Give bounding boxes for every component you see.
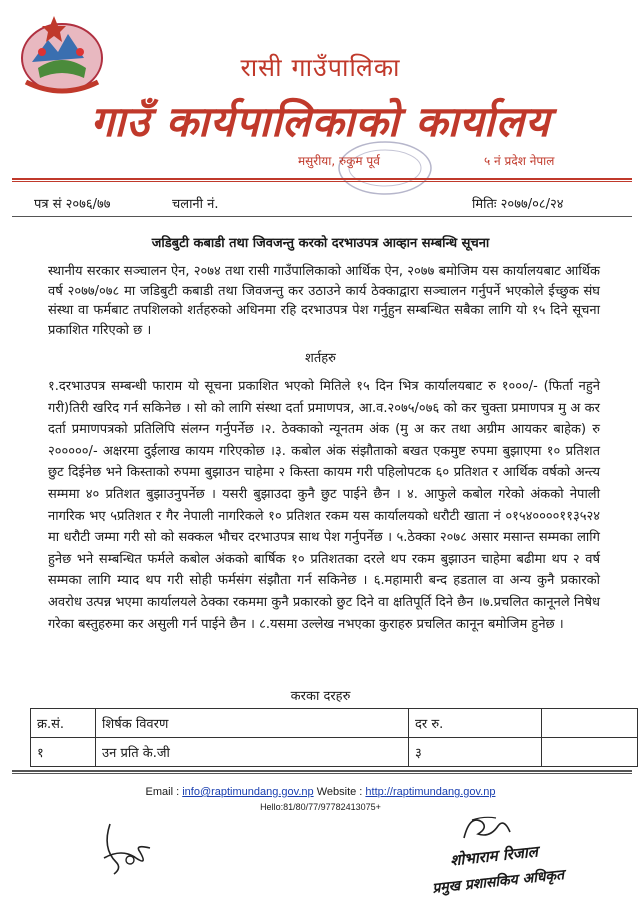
conditions-heading: शर्तहरु (305, 351, 336, 366)
cell-extra (542, 738, 638, 767)
tax-rate-table (30, 708, 638, 767)
table-header-row (31, 709, 638, 738)
dispatch-number: चलानी नं. (172, 197, 219, 212)
conditions-paragraph: १.दरभाउपत्र सम्बन्धी फाराम यो सूचना प्रकाशित भएको मितिले १५ दिन भित्र कार्यालयबाट रु १०००/- (फिर्ता नहुने गरी)तिरी खरिद गर्न सकिनेछ । सो को लागि संस्था दर्ता प्रमाणपत्र, आ.व.२०७५/०७६ को कर चुक्ता प्रमाणपत्र मु अ कर दर्ता प्रमाणपत्रको प्रतिलिपि संलग्न गर्नुपर्नेछ ।२. ठेक्काको न्यूनतम अंक (मु अ कर तथा अग्रीम आयकर बाहेक) रु २०००००/- अक्षरमा दुईलाख कायम गरिएकोछ ।३. कबोल अंक संझौताको बखत एकमुष्ट रुपमा बुझाएमा १० प्रतिशत छुट दिईनेछ भने किस्ताको रुपमा बुझाउन चाहेमा २ किस्ता कायम गरी पहिलोपटक ६० प्रतिशत र आर्थिक वर्षको अन्त्य सम्ममा ४० प्रतिशत बुझाउनुपर्नेछ । यसरी बुझाउदा कुनै छुट पाईने छैन । ४. आफुले कबोल गरेको अंकको नेपाली नागरिक भए ५प्रतिशत र गैर नेपाली नागरिकले १० प्रतिशत रकम यस कार्यालयको धरौटी खाता नं ०१५४००००११३५२४ मा धरौटी जम्मा गरी सो को सक्कल भौचर दरभाउपत्र साथ पेश गर्नुपर्नेछ । ५.ठेक्का २०७८ असार मसान्त सम्मका लागि हुनेछ भने सम्बन्धित फर्मले कबोल अंकको बार्षिक १० प्रतिशतका दरले थप रकम बुझाउन चाहेमा बढीमा थप २ वर्ष सम्मका लागि म्याद थप गरी सोही फर्मसंग संझौता गर्न सकिनेछ । ६.महामारी बन्द हडताल वा अन्य कुनै प्रकारको अवरोध उत्पन्न भएमा कार्यालयले ठेक्का रकममा कुनै प्रकारको छुट दिने वा क्षतिपूर्ति दिने छैन ।७.प्रचलित कानूनले निषेध गरेका बस्तुहरुमा कर असुली गर्न पाईने छैन । ८.यसमा उल्लेख नभएका कुराहरु प्रचलित कानून बमोजिम हुनेछ । (48, 379, 600, 632)
handwritten-signature-icon (92, 818, 162, 878)
col-rate: दर रु. (409, 709, 542, 738)
col-description: शिर्षक विवरण (96, 709, 409, 738)
cell-description: उन प्रति के.जी (96, 738, 409, 767)
header-divider-thin (12, 181, 632, 182)
intro-paragraph: स्थानीय सरकार सञ्चालन ऐन, २०७४ तथा रासी गाउँपालिकाको आर्थिक ऐन, २०७७ बमोजिम यस कार्यालयबाट आर्थिक वर्ष २०७७/०७८ मा जडिबुटी कबाडी तथा जिवजन्तु कर उठाउने कार्य ठेक्काद्वारा सञ्चालन गर्नुपर्ने भएकोले ईच्छुक संघ संस्था वा फर्मबाट तपशिलको शर्तहरुको अधिनमा रहि दरभाउपत्र पेश गर्नुहुन सम्बन्धित सबैका लागि यो १५ दिने सूचना प्रकाशित गरिएको छ । (48, 264, 600, 338)
footer-divider-thin (12, 773, 632, 774)
notice-subject: जडिबुटी कबाडी तथा जिवजन्तु करको दरभाउपत्र आव्हान सम्बन्धि सूचना (151, 236, 490, 251)
website-label: Website : (316, 786, 363, 798)
signatory-title: प्रमुख प्रशासकिय अधिकृत (431, 867, 565, 897)
contact-line (0, 786, 641, 798)
website-link[interactable]: http://raptimundang.gov.np (365, 786, 496, 798)
reference-divider (12, 216, 632, 217)
tax-rates-heading: करका दरहरु (290, 689, 351, 704)
footer-divider (12, 770, 632, 772)
cell-serial: १ (31, 738, 96, 767)
header-divider (12, 178, 632, 180)
office-address: मसुरीया, रुकुम पूर्व (298, 154, 380, 168)
office-name: गाउँ कार्यपालिकाको कार्यालय (90, 97, 551, 146)
hello-numbers: Hello:81/80/77/97782413075+ (260, 802, 381, 812)
table-row (31, 738, 638, 767)
email-label: Email : (145, 786, 180, 798)
email-link[interactable]: info@raptimundang.gov.np (182, 786, 314, 798)
officer-signature-icon (454, 808, 524, 848)
col-serial: क्र.सं. (31, 709, 96, 738)
province-label: ५ नं प्रदेश नेपाल (484, 154, 555, 168)
municipality-name: रासी गाउँपालिका (240, 53, 401, 82)
cell-rate: ३ (409, 738, 542, 767)
letter-date: मितिः २०७७/०८/२४ (472, 197, 564, 212)
signatory-name: शोभाराम रिजाल (449, 842, 539, 870)
letter-reference-number: पत्र सं २०७६/७७ (34, 197, 111, 212)
col-extra (542, 709, 638, 738)
